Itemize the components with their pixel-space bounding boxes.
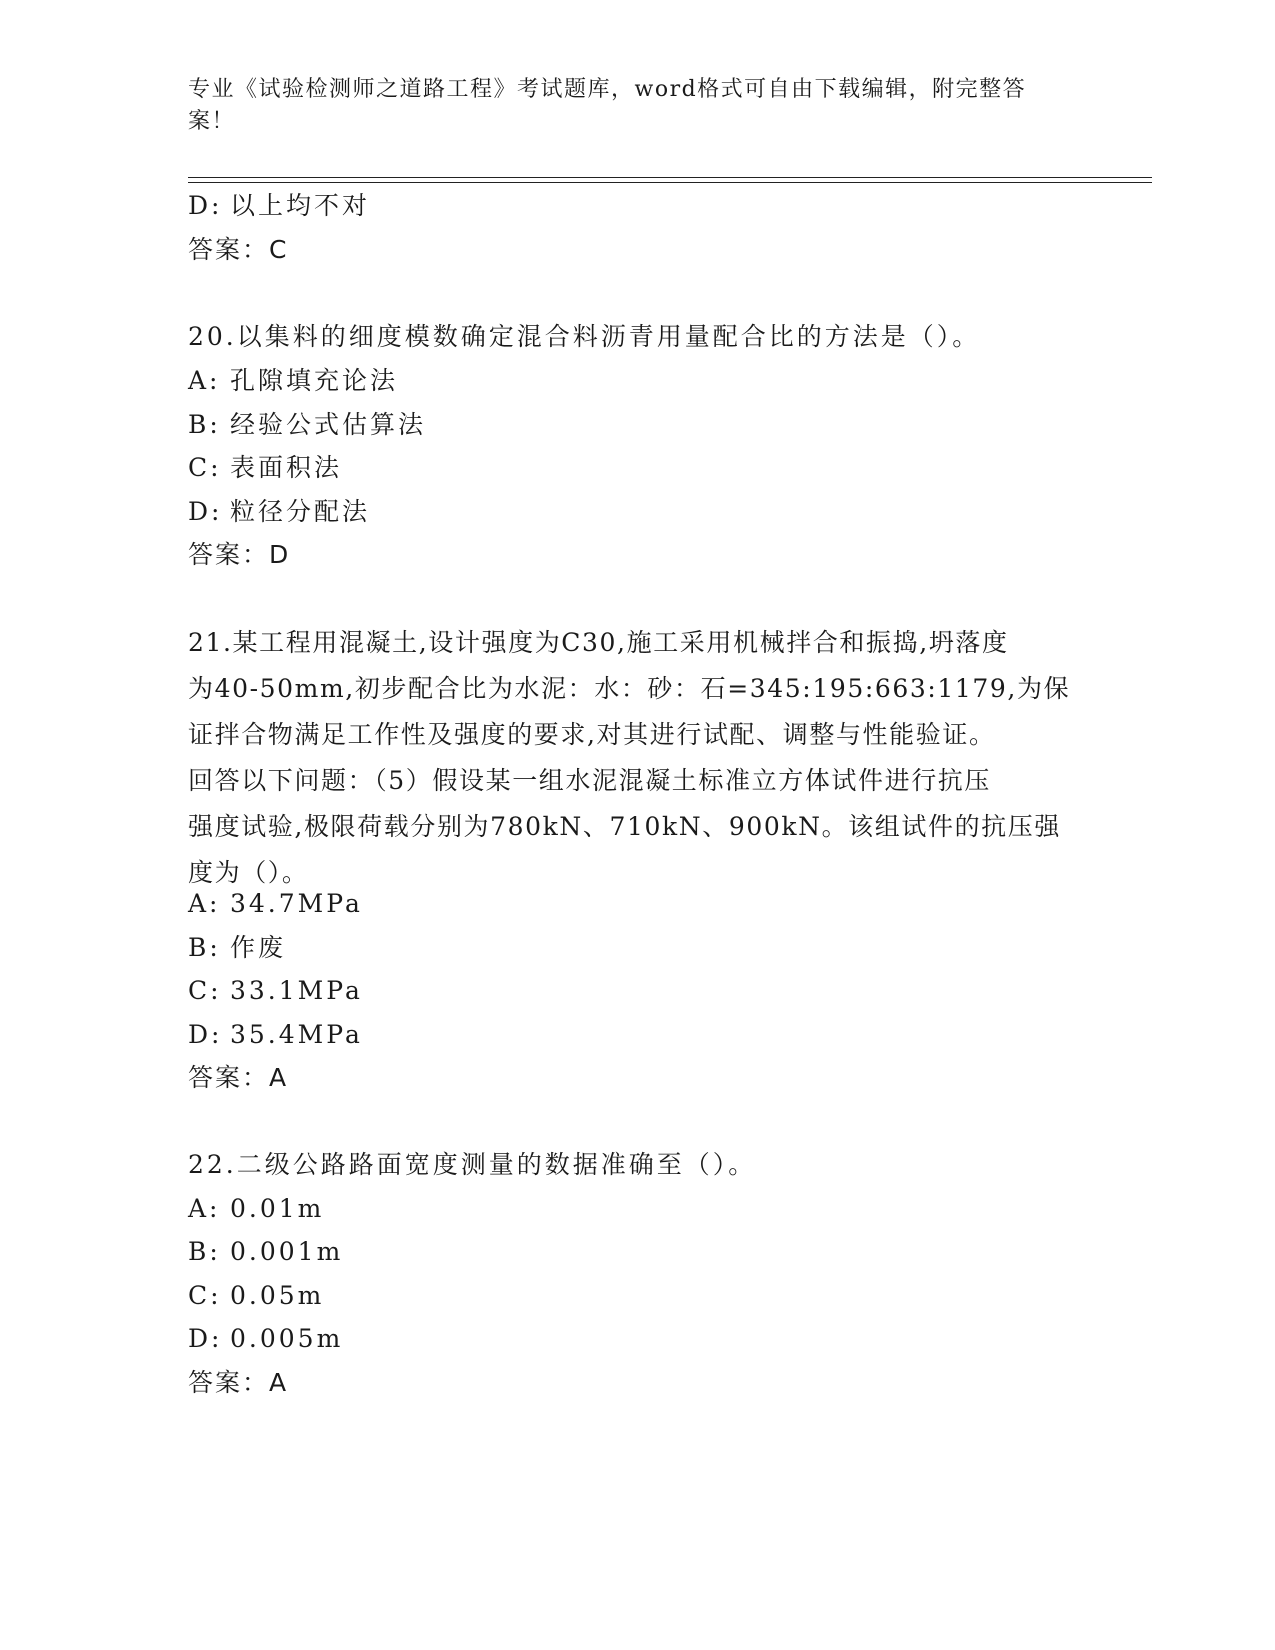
q22-answer: 答案：A: [188, 1368, 289, 1397]
option-text: 以上均不对: [230, 191, 371, 220]
q21-option-d: [188, 1020, 363, 1050]
option-label: B:: [188, 1237, 221, 1266]
option-label: A:: [188, 889, 221, 918]
q20-option-b: [188, 410, 426, 440]
option-label: D:: [188, 1324, 223, 1353]
option-text: 0.001m: [230, 1237, 344, 1266]
q21-option-c: [188, 976, 363, 1006]
option-label: D:: [188, 191, 223, 220]
q20-answer: 答案：D: [188, 540, 291, 569]
q22-option-a: [188, 1194, 324, 1224]
option-label: C:: [188, 1281, 222, 1310]
answer-prev: 答案：C: [188, 235, 289, 264]
option-text: 0.05m: [230, 1281, 325, 1310]
q20-option-d: [188, 497, 370, 527]
option-label: B:: [188, 410, 221, 439]
q20-option-c: [188, 453, 342, 483]
option-text: 33.1MPa: [230, 976, 363, 1005]
stem-line: 21.某工程用混凝土,设计强度为C30,施工采用机械拌合和振捣,坍落度: [188, 628, 1009, 657]
option-text: 表面积法: [230, 453, 343, 482]
option-text: 0.005m: [230, 1324, 344, 1353]
header-line-2: 案！: [188, 109, 236, 134]
option-label: C:: [188, 453, 222, 482]
option-label: D:: [188, 1020, 223, 1049]
option-text: 0.01m: [230, 1194, 325, 1223]
stem-line: 证拌合物满足工作性及强度的要求,对其进行试配、调整与性能验证。: [188, 720, 996, 749]
option-text: 粒径分配法: [230, 497, 371, 526]
question-21-stem: [188, 620, 1088, 896]
q21-answer: 答案：A: [188, 1063, 289, 1092]
option-label: A:: [188, 1194, 221, 1223]
q22-option-d: [188, 1324, 343, 1354]
option-text: 经验公式估算法: [230, 410, 427, 439]
option-label: A:: [188, 366, 221, 395]
option-d-prev: [188, 191, 370, 221]
option-text: 35.4MPa: [230, 1020, 363, 1049]
option-label: C:: [188, 976, 222, 1005]
header-line-1: 专业《试验检测师之道路工程》考试题库，word格式可自由下载编辑，附完整答: [188, 77, 1027, 102]
option-label: B:: [188, 933, 221, 962]
stem-line: 为40-50mm,初步配合比为水泥：水：砂：石=345:195:663:1179,为保: [188, 674, 1071, 703]
q21-option-a: [188, 889, 363, 919]
option-text: 孔隙填充论法: [230, 366, 399, 395]
question-22-stem: 22.二级公路路面宽度测量的数据准确至（）。: [188, 1150, 757, 1179]
question-20-stem: 20.以集料的细度模数确定混合料沥青用量配合比的方法是（）。: [188, 322, 981, 351]
q21-option-b: [188, 933, 286, 963]
q20-option-a: [188, 366, 398, 396]
stem-line: 强度试验,极限荷载分别为780kN、710kN、900kN。该组试件的抗压强: [188, 812, 1061, 841]
option-text: 34.7MPa: [230, 889, 363, 918]
stem-line: 度为（）。: [188, 858, 309, 887]
header-divider-bottom: [188, 182, 1152, 183]
document-header: [188, 74, 1068, 138]
q22-option-b: [188, 1237, 343, 1267]
header-divider-top: [188, 177, 1152, 178]
q22-option-c: [188, 1281, 324, 1311]
option-label: D:: [188, 497, 223, 526]
option-text: 作废: [230, 933, 287, 962]
stem-line: 回答以下问题：（5）假设某一组水泥混凝土标准立方体试件进行抗压: [188, 766, 992, 795]
